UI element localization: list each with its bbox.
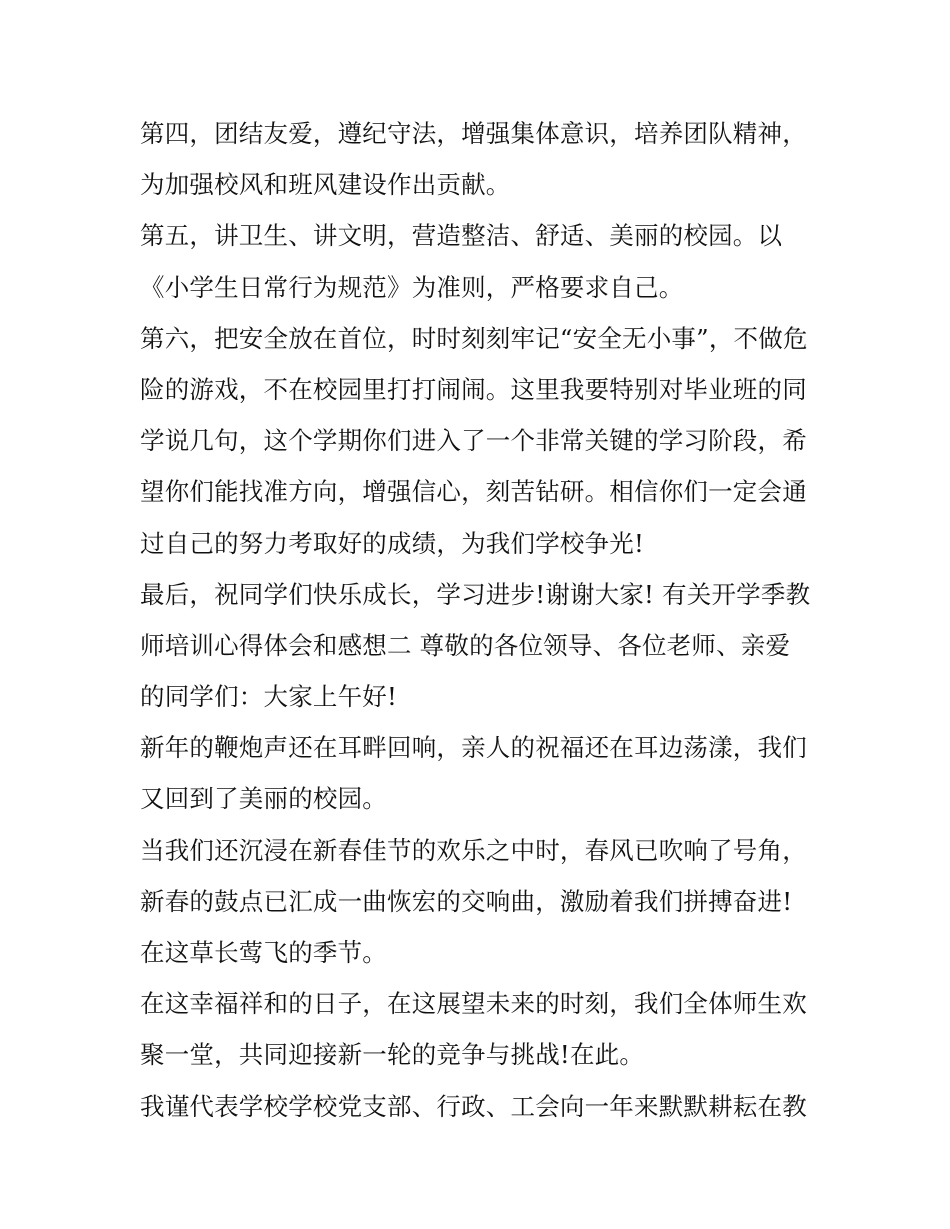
text-line: 第五，讲卫生、讲文明，营造整洁、舒适、美丽的校园。以 [140,221,783,251]
document-body [140,108,820,1132]
text-line: 第四，团结友爱，遵纪守法，增强集体意识，培养团队精神， [140,119,807,148]
text-line: 第六，把安全放在首位，时时刻刻牢记“安全无小事”，不做危 [140,323,808,353]
text-line: 在这幸福祥和的日子，在这展望未来的时刻，我们全体师生欢 [140,989,807,1019]
text-line: 过自己的努力考取好的成绩，为我们学校争光! [140,528,645,558]
text-line: 的同学们：大家上午好! [140,682,398,712]
text-line: 当我们还沉浸在新春佳节的欢乐之中时，春风已吹响了号角， [140,835,807,865]
text-line: 聚一堂，共同迎接新一轮的竞争与挑战!在此。 [140,1040,645,1070]
text-line: 又回到了美丽的校园。 [140,784,387,814]
text-line: 师培训心得体会和感想二 尊敬的各位领导、各位老师、亲爱 [140,630,791,660]
text-line: 在这草长莺飞的季节。 [140,938,387,967]
text-line: 为加强校风和班风建设作出贡献。 [140,170,511,200]
text-line: 望你们能找准方向，增强信心，刻苦钻研。相信你们一定会通 [140,477,807,507]
text-line: 我谨代表学校学校党支部、行政、工会向一年来默默耕耘在教 [140,1091,807,1121]
text-line: 新春的鼓点已汇成一曲恢宏的交响曲，激励着我们拼搏奋进! [140,886,793,916]
text-line: 最后，祝同学们快乐成长，学习进步!谢谢大家! 有关开学季教 [140,579,811,609]
text-line: 险的游戏，不在校园里打打闹闹。这里我要特别对毕业班的同 [140,374,807,404]
text-line: 《小学生日常行为规范》为准则，严格要求自己。 [140,272,684,302]
text-line: 新年的鞭炮声还在耳畔回响，亲人的祝福还在耳边荡漾，我们 [140,733,807,763]
text-line: 学说几句，这个学期你们进入了一个非常关键的学习阶段，希 [140,426,807,456]
